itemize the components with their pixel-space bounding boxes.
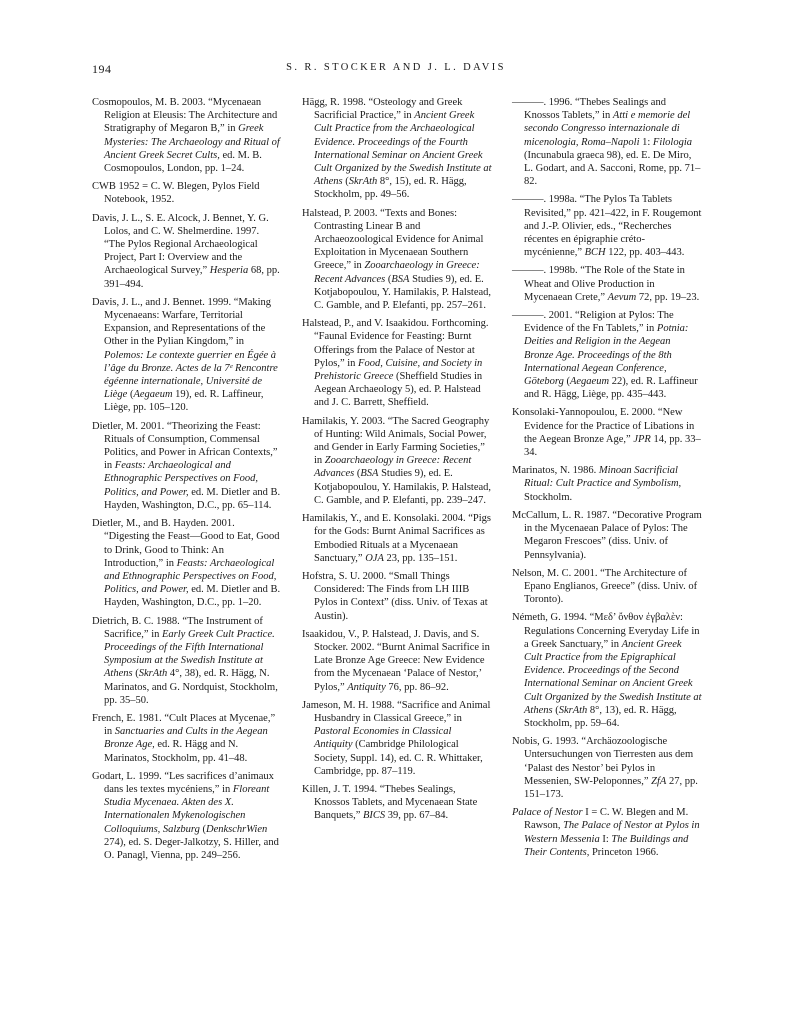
entry-text: ———. 1998a. “The Pylos Ta Tablets Revisited,” pp. 421–422, in F. Rougemont and J.-P. Olivier, eds., “Recherches récentes en épigraphie créto-mycénienne,” bbox=[512, 194, 702, 259]
italic-title: BCH bbox=[584, 247, 606, 259]
bibliography-entry bbox=[512, 96, 702, 188]
bibliography-entry bbox=[302, 96, 492, 202]
bibliography-entry bbox=[92, 180, 282, 206]
bibliography-column-3 bbox=[512, 96, 702, 864]
bibliography-entry bbox=[302, 783, 492, 823]
entry-text: Cosmopoulos, M. B. 2003. “Mycenaean Religion at Eleusis: The Architecture and Stratigraphy of Megaron B,” in bbox=[92, 97, 278, 135]
italic-title: Aevum bbox=[607, 291, 637, 303]
entry-text: ( bbox=[132, 668, 139, 680]
italic-title: JPR bbox=[633, 433, 651, 445]
italic-title: Ancient Greek Cult Practice from the Archaeological Evidence. Proceedings of the Fourth International Seminar on Ancient Greek Cult Organized by the Swedish Institute at Athens bbox=[314, 110, 492, 188]
entry-text: ed. M. Dietler and B. Hayden, Washington, D.C., pp. 1–20. bbox=[104, 584, 281, 609]
entry-text: 27, pp. 151–173. bbox=[524, 775, 698, 800]
italic-title: Pastoral Economies in Classical Antiquity bbox=[314, 726, 452, 751]
entry-text: Davis, J. L., and J. Bennet. 1999. “Making Mycenaeans: Warfare, Territorial Expansion, and Representations of the Other in the Pylian Kingdom,” in bbox=[92, 296, 272, 348]
bibliography-entry bbox=[92, 296, 282, 415]
bibliography-entry bbox=[512, 509, 702, 562]
italic-title: Polemos: Le contexte guerrier en Égée à l’âge du Bronze. Actes de la 7ᵉ Rencontre égéenne internationale, Université de Liège bbox=[104, 349, 278, 401]
italic-title: BSA bbox=[391, 273, 410, 285]
italic-title: Ancient Greek Cult Practice from the Epigraphical Evidence. Proceedings of the Second International Seminar on Ancient Greek Cult Organized by the Swedish Institute at Athens bbox=[524, 638, 702, 716]
entry-text: Studies 9), ed. E. Kotjabopoulou, Y. Hamilakis, P. Halstead, C. Gamble, and P. Elefanti, pp. 239–247. bbox=[314, 468, 492, 506]
entry-text: Konsolaki-Yannopoulou, E. 2000. “New Evidence for the Practice of Libations in the Aegean Bronze Age,” bbox=[512, 407, 695, 445]
entry-text: Isaakidou, V., P. Halstead, J. Davis, and S. Stocker. 2002. “Burnt Animal Sacrifice in Late Bronze Age Greece: New Evidence from the Mycenaean ‘Palace of Nestor,’ Pylos,” bbox=[302, 628, 490, 693]
entry-text: ed. M. Dietler and B. Hayden, Washington, D.C., pp. 65–114. bbox=[104, 486, 281, 511]
page-header bbox=[0, 62, 792, 78]
italic-title: Filologia bbox=[652, 136, 693, 148]
entry-text: Dietler, M., and B. Hayden. 2001. “Digesting the Feast—Good to Eat, Good to Drink, Good to Think: An Introduction,” in bbox=[92, 518, 280, 569]
entry-text: Hägg, R. 1998. “Osteology and Greek Sacrificial Practice,” in bbox=[302, 97, 463, 122]
bibliography-entry bbox=[302, 628, 492, 694]
italic-title: Hesperia bbox=[209, 265, 249, 277]
italic-title: Food, Cuisine, and Society in Prehistoric Greece bbox=[314, 357, 483, 383]
italic-title: Feasts: Archaeological and Ethnographic Perspectives on Food, Politics, and Power, bbox=[104, 557, 277, 596]
entry-text: 22), ed. R. Laffineur and R. Hägg, Liège, pp. 435–443. bbox=[524, 376, 698, 401]
italic-title: Zooarchaeology in Greece: Recent Advances bbox=[314, 455, 472, 480]
entry-text: Dietler, M. 2001. “Theorizing the Feast: Rituals of Consumption, Commensal Politics, and Power in African Contexts,” in bbox=[92, 420, 278, 472]
bibliography-entry bbox=[92, 517, 282, 609]
italic-title: Aegaeum bbox=[133, 389, 173, 401]
bibliography-entry bbox=[512, 735, 702, 801]
bibliography-entry bbox=[92, 770, 282, 862]
entry-text: 8°, 15), ed. R. Hägg, Stockholm, pp. 49–56. bbox=[314, 176, 467, 201]
entry-text: 23, pp. 135–151. bbox=[383, 552, 458, 564]
entry-text: I: bbox=[599, 833, 612, 845]
bibliography-entry bbox=[512, 567, 702, 607]
bibliography-entry bbox=[302, 317, 492, 409]
entry-text: 76, pp. 86–92. bbox=[385, 681, 449, 693]
entry-text: Halstead, P., and V. Isaakidou. Forthcoming. “Faunal Evidence for Feasting: Burnt Offerings from the Palace of Nestor at Pylos,” in bbox=[302, 318, 489, 369]
italic-title: Zooarchaeology in Greece: Recent Advances bbox=[314, 260, 480, 285]
bibliography-entry bbox=[92, 212, 282, 291]
bibliography-entry bbox=[512, 309, 702, 401]
entry-text: 72, pp. 19–23. bbox=[636, 291, 700, 303]
italic-title: Atti e memorie del secondo Congresso internazionale di micenologia, Roma–Napoli bbox=[524, 110, 691, 148]
entry-text: ———. 1998b. “The Role of the State in Wheat and Olive Production in Mycenaean Crete,” bbox=[512, 265, 685, 303]
entry-text: 68, pp. 391–494. bbox=[104, 265, 280, 290]
italic-title: Floreant Studia Mycenaea. Akten des X. Internationalen Mykenologischen Colloquiums, Salzburg bbox=[104, 783, 270, 835]
italic-title: Aegaeum bbox=[569, 376, 610, 388]
bibliography-entry bbox=[302, 512, 492, 565]
bibliography-entry bbox=[512, 193, 702, 259]
entry-text: Hofstra, S. U. 2000. “Small Things Considered: The Finds from LH IIIB Pylos in Context” (diss. Univ. of Texas at Austin). bbox=[302, 570, 488, 622]
entry-text: 4°, 38), ed. R. Hägg, N. Marinatos, and G. Nordquist, Stockholm, pp. 35–50. bbox=[104, 668, 278, 706]
italic-title: SkrAth bbox=[558, 704, 588, 716]
bibliography-entry bbox=[302, 415, 492, 507]
entry-text: Davis, J. L., S. E. Alcock, J. Bennet, Y. G. Lolos, and C. W. Shelmerdine. 1997. “The Pylos Regional Archaeological Project, Part I: Overview and the Archaeological Survey,” bbox=[92, 212, 269, 277]
italic-title: Greek Mysteries: The Archaeology and Ritual of Ancient Greek Secret Cults, bbox=[104, 123, 280, 161]
italic-title: Palace of Nestor bbox=[512, 807, 583, 819]
entry-text: ed. R. Hägg and N. Marinatos, Stockholm, pp. 41–48. bbox=[104, 739, 248, 764]
italic-title: The Buildings and Their Contents, bbox=[524, 833, 689, 858]
entry-text: (Sheffield Studies in Aegean Archaeology 5), ed. P. Halstead and J. C. Barrett, Sheffield. bbox=[314, 371, 483, 409]
italic-title: SkrAth bbox=[348, 176, 378, 188]
bibliography-entry bbox=[512, 806, 702, 859]
italic-title: OJA bbox=[365, 552, 384, 564]
entry-text: ( bbox=[127, 389, 134, 401]
entry-text: Jameson, M. H. 1988. “Sacrifice and Animal Husbandry in Classical Greece,” in bbox=[302, 699, 491, 724]
bibliography-entry bbox=[92, 96, 282, 175]
entry-text: ( bbox=[385, 273, 392, 285]
entry-text: CWB 1952 = C. W. Blegen, Pylos Field Notebook, 1952. bbox=[92, 181, 260, 206]
entry-text: I = C. W. Blegen and M. Rawson, bbox=[524, 807, 689, 832]
italic-title: BSA bbox=[360, 468, 379, 480]
entry-text: Stockholm. bbox=[524, 491, 573, 503]
italic-title: Minoan Sacrificial Ritual: Cult Practice and Symbolism, bbox=[524, 465, 682, 490]
entry-text: ———. 2001. “Religion at Pylos: The Evidence of the Fn Tablets,” in bbox=[512, 310, 674, 335]
entry-text: 14, pp. 33–34. bbox=[524, 433, 701, 459]
bibliography-entry bbox=[512, 611, 702, 730]
bibliography-entry bbox=[512, 264, 702, 304]
running-head: S. R. STOCKER AND J. L. DAVIS bbox=[286, 62, 506, 73]
entry-text: Nelson, M. C. 2001. “The Architecture of Epano Englianos, Greece” (diss. Univ. of Toronto). bbox=[512, 567, 698, 606]
entry-text: 39, pp. 67–84. bbox=[385, 810, 449, 822]
italic-title: ZfA bbox=[651, 775, 667, 787]
bibliography-entry bbox=[302, 570, 492, 623]
bibliography-entry bbox=[302, 207, 492, 313]
italic-title: Antiquity bbox=[347, 681, 386, 693]
bibliography-entry bbox=[92, 712, 282, 765]
entry-text: 274), ed. S. Deger-Jalkotzy, S. Hiller, and O. Panagl, Vienna, pp. 249–256. bbox=[104, 836, 279, 861]
entry-text: Hamilakis, Y. 2003. “The Sacred Geography of Hunting: Wild Animals, Social Power, and Gender in Early Farming Societies,” in bbox=[302, 415, 490, 467]
italic-title: The Palace of Nestor at Pylos in Western Messenia bbox=[524, 820, 700, 845]
entry-text: McCallum, L. R. 1987. “Decorative Program in the Mycenaean Palace of Pylos: The Megaron Frescoes” (diss. Univ. of Pennsylvania). bbox=[512, 509, 702, 561]
entry-text: Princeton 1966. bbox=[589, 846, 659, 858]
bibliography-entry bbox=[302, 699, 492, 778]
entry-text: ( bbox=[552, 704, 559, 716]
entry-text: Nobis, G. 1993. “Archäozoologische Untersuchungen von Tierresten aus dem ‘Palast des Nestor’ bei Pylos in Messenien, SW-Peloponnes,” bbox=[512, 736, 694, 787]
entry-text: French, E. 1981. “Cult Places at Mycenae,” in bbox=[92, 712, 276, 738]
italic-title: Feasts: Archaeological and Ethnographic Perspectives on Food, Politics, and Power, bbox=[104, 460, 258, 498]
entry-text: Studies 9), ed. E. Kotjabopoulou, Y. Hamilakis, P. Halstead, C. Gamble, and P. Elefanti, pp. 257–261. bbox=[314, 273, 492, 312]
bibliography-entry bbox=[512, 464, 702, 504]
entry-text: Halstead, P. 2003. “Texts and Bones: Contrasting Linear B and Archaeozoological Evidence for Animal Exploitation in Mycenaean Southern Greece,” in bbox=[302, 207, 484, 272]
italic-title: BICS bbox=[363, 810, 386, 822]
entry-text: ( bbox=[354, 468, 361, 480]
entry-text: ———. 1996. “Thebes Sealings and Knossos Tablets,” in bbox=[512, 97, 666, 122]
entry-text: ( bbox=[342, 176, 349, 188]
italic-title: Sanctuaries and Cults in the Aegean Bronze Age, bbox=[104, 726, 268, 751]
bibliography-column-1 bbox=[92, 96, 282, 867]
page-number: 194 bbox=[92, 62, 112, 76]
bibliography-entry bbox=[512, 406, 702, 459]
entry-text: Godart, L. 1999. “Les sacrifices d’animaux dans les textes mycéniens,” in bbox=[92, 770, 274, 795]
bibliography-entry bbox=[92, 615, 282, 707]
entry-text: Dietrich, B. C. 1988. “The Instrument of Sacrifice,” in bbox=[92, 615, 263, 640]
entry-text: 19), ed. R. Laffineur, Liège, pp. 105–120. bbox=[104, 389, 264, 414]
entry-text: 122, pp. 403–443. bbox=[605, 247, 685, 259]
entry-text: Németh, G. 1994. “Μεδ’ ὄνθον ἐγβαλὲν: Regulations Concerning Everyday Life in a Greek Sanctuary,” in bbox=[512, 612, 700, 650]
entry-text: (Cambridge Philological Society, Suppl. 14), ed. C. R. Whittaker, Cambridge, pp. 87–119. bbox=[314, 739, 483, 777]
italic-title: SkrAth bbox=[138, 668, 168, 680]
italic-title: Potnia: Deities and Religion in the Aegean Bronze Age. Proceedings of the 8th International Aegean Conference, Göteborg bbox=[524, 323, 689, 388]
entry-text: Killen, J. T. 1994. “Thebes Sealings, Knossos Tablets, and Mycenaean State Banquets,” bbox=[302, 783, 478, 822]
italic-title: Early Greek Cult Practice. Proceedings of the Fifth International Symposium at the Swedish Institute at Athens bbox=[104, 628, 275, 680]
entry-text: ed. M. B. Cosmopoulos, London, pp. 1–24. bbox=[104, 149, 262, 175]
entry-text: (Incunabula graeca 98), ed. E. De Miro, L. Godart, and A. Sacconi, Rome, pp. 71–82. bbox=[524, 149, 701, 188]
entry-text: Hamilakis, Y., and E. Konsolaki. 2004. “Pigs for the Gods: Burnt Animal Sacrifices as Embodied Rituals at a Mycenaean Sanctuary,” bbox=[302, 513, 491, 564]
entry-text: ( bbox=[563, 376, 570, 388]
bibliography-entry bbox=[92, 420, 282, 512]
italic-title: DenkschrWien bbox=[206, 823, 268, 835]
entry-text: Marinatos, N. 1986. bbox=[512, 465, 599, 477]
entry-text: ( bbox=[199, 823, 206, 835]
entry-text: 1: bbox=[639, 136, 653, 148]
bibliography-column-2 bbox=[302, 96, 492, 828]
entry-text: 8°, 13), ed. R. Hägg, Stockholm, pp. 59–64. bbox=[524, 704, 677, 729]
